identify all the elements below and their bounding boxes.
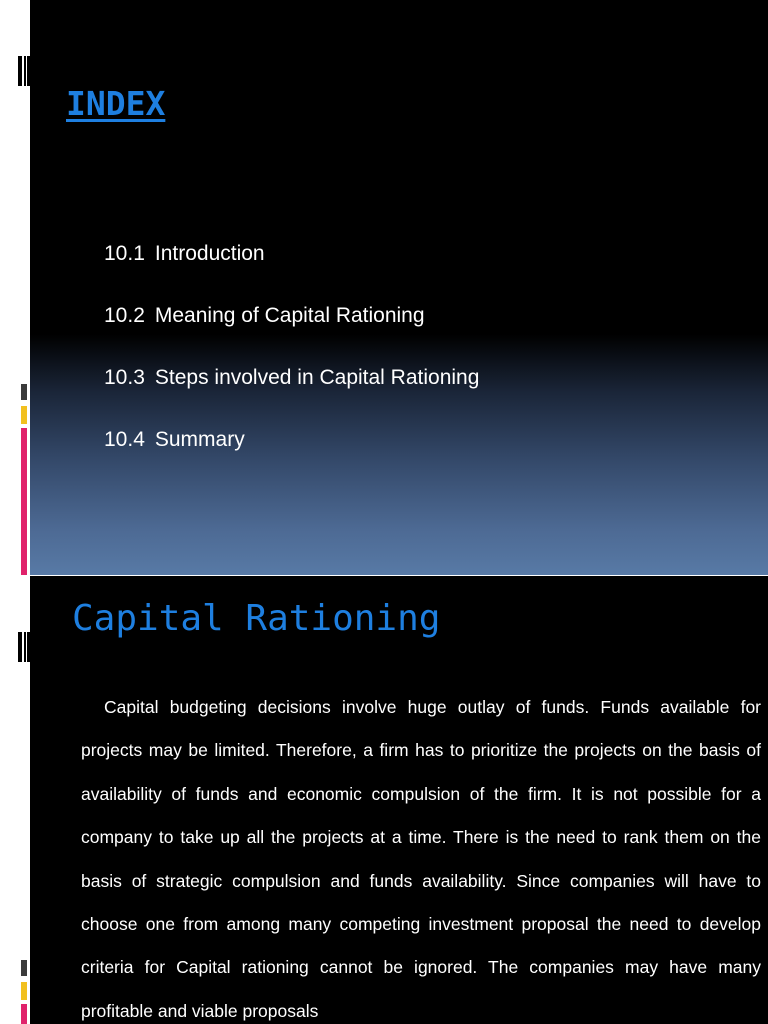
index-item-number: 10.2 (104, 304, 145, 327)
index-item-number: 10.4 (104, 428, 145, 451)
slide-body-paragraph: Capital budgeting decisions involve huge outlay of funds. Funds available for projects may be limited. Therefore, a firm has to prioritize the projects on the basis of availability of funds and economic compulsion of the firm. It is not possible for a company to take up all the projects at a time. There is the need to rank them on the basis of strategic compulsion and funds availability. Since companies will have to choose one from among many competing investment proposal the need to develop criteria for Capital rationing cannot be ignored. The companies may have many profitable and viable proposals (81, 697, 761, 1021)
index-item (104, 366, 479, 428)
index-item (104, 242, 479, 304)
index-list (104, 242, 479, 490)
capital-rationing-slide (0, 576, 768, 1024)
decorative-accent-stripe (21, 960, 27, 1024)
index-item-label: Meaning of Capital Rationing (154, 304, 425, 327)
index-item-number: 10.1 (104, 242, 145, 265)
decorative-bars-icon (18, 56, 30, 86)
index-item-label: Introduction (154, 242, 265, 265)
index-item (104, 304, 479, 366)
index-item-number: 10.3 (104, 366, 145, 389)
decorative-accent-stripe (21, 384, 27, 576)
slide-title: Capital Rationing (72, 598, 441, 639)
index-item-label: Summary (154, 428, 245, 451)
index-item-label: Steps involved in Capital Rationing (154, 366, 480, 389)
index-title: INDEX (66, 84, 166, 123)
decorative-bars-icon (18, 632, 30, 662)
index-item (104, 428, 479, 490)
